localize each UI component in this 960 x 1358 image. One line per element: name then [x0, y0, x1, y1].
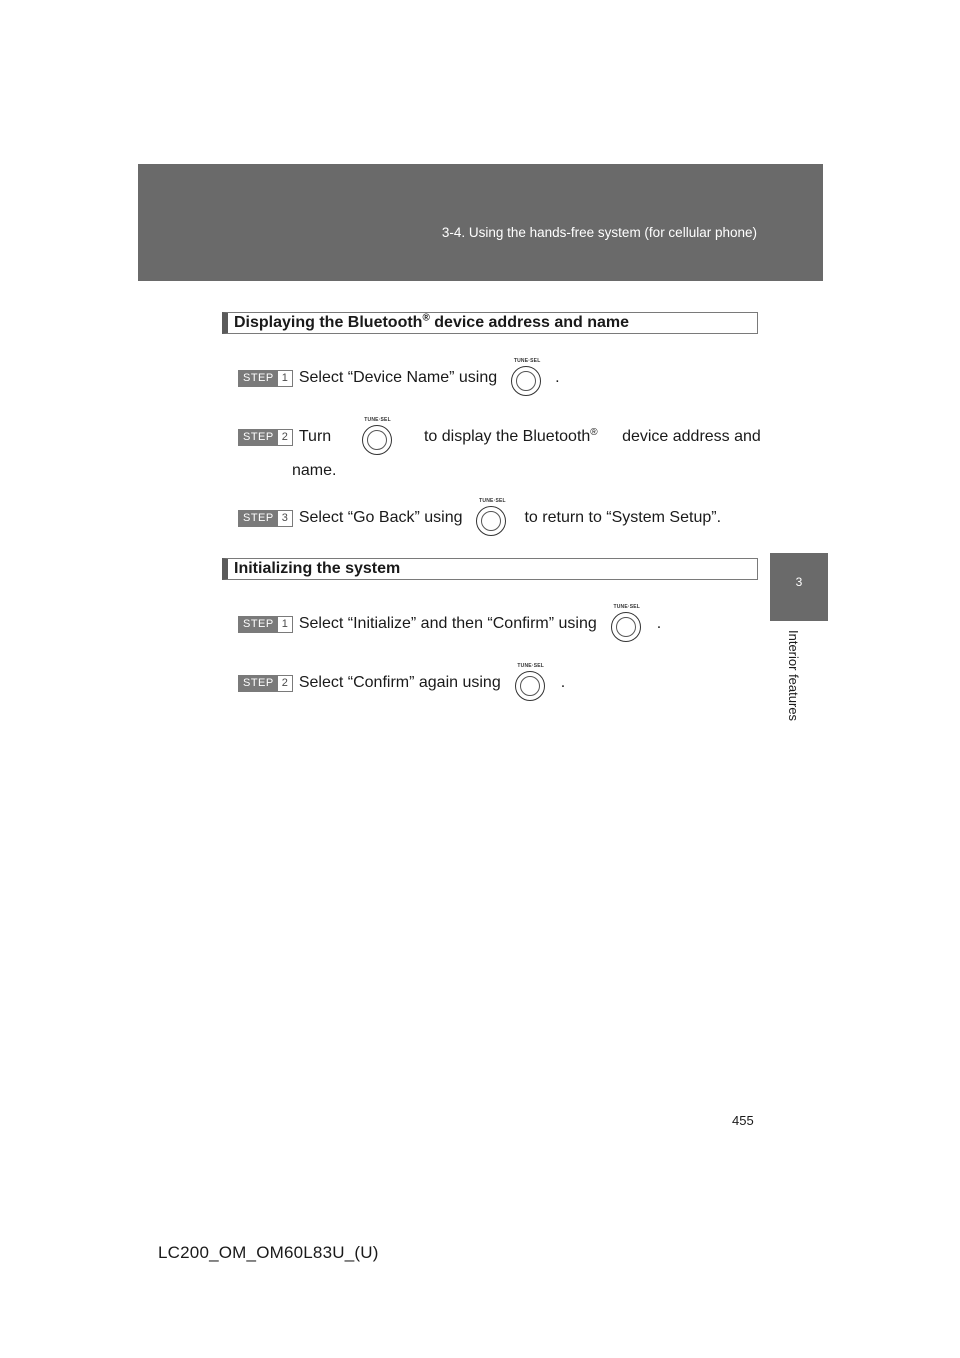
step-word: STEP [239, 511, 278, 526]
registered-mark: ® [590, 427, 598, 438]
step-badge [238, 370, 293, 387]
tune-sel-knob-icon [474, 498, 510, 538]
tune-sel-knob-icon [509, 358, 545, 398]
step-word: STEP [239, 617, 278, 632]
step-text-after: . [555, 369, 560, 386]
section-heading-initialize [222, 558, 758, 580]
step-text-after: . [656, 615, 662, 632]
step-line [299, 417, 761, 457]
step-row [238, 604, 661, 644]
heading-text: Displaying the Bluetooth [234, 314, 423, 331]
header-band [138, 164, 823, 281]
step-text: Turn [298, 428, 332, 445]
step-text: Select “Confirm” again using [298, 674, 501, 691]
step-row [238, 663, 565, 703]
knob-label: TUNE·SEL [613, 604, 641, 610]
knob-label: TUNE·SEL [364, 417, 391, 423]
step-number: 1 [278, 617, 292, 632]
page-number: 455 [732, 1113, 754, 1128]
tune-sel-knob-icon [609, 604, 645, 644]
step-badge [238, 616, 293, 633]
step-text-after: device address and [622, 428, 761, 445]
step-text-after: . [560, 674, 566, 691]
tune-sel-knob-icon [513, 663, 549, 703]
step-row [238, 358, 560, 398]
step-number: 1 [278, 371, 292, 386]
step-row [238, 498, 721, 538]
section-heading-bluetooth [222, 312, 758, 334]
footer-code: LC200_OM_OM60L83U_(U) [158, 1243, 379, 1262]
step-text: Select “Device Name” using [298, 369, 498, 386]
step-badge [238, 429, 293, 446]
heading-text: Initializing the system [234, 560, 401, 577]
step-number: 3 [278, 511, 292, 526]
step-text: Select “Go Back” using [298, 509, 463, 526]
tune-sel-knob-icon [360, 417, 396, 457]
chapter-number: 3 [795, 575, 803, 589]
step-number: 2 [278, 676, 292, 691]
step-row [238, 417, 761, 457]
heading-text-rest: device address and name [429, 314, 630, 331]
chapter-tab [770, 553, 828, 621]
step-text-mid-main: to display the Bluetooth [423, 428, 591, 445]
step-badge [238, 510, 293, 527]
step-text-after: to return to “System Setup”. [524, 509, 722, 526]
section-title: 3-4. Using the hands-free system (for cellular phone) [441, 225, 757, 240]
registered-mark: ® [422, 312, 430, 324]
knob-label: TUNE·SEL [513, 358, 541, 364]
step-word: STEP [239, 430, 278, 445]
step-number: 2 [278, 430, 292, 445]
step-text-mid [424, 428, 598, 446]
knob-label: TUNE·SEL [517, 663, 545, 669]
step-text: Select “Initialize” and then “Confirm” using [298, 615, 597, 632]
step-continuation: name. [292, 462, 337, 479]
step-word: STEP [239, 676, 278, 691]
chapter-label: Interior features [786, 630, 801, 722]
step-badge [238, 675, 293, 692]
step-word: STEP [239, 371, 278, 386]
knob-label: TUNE·SEL [479, 498, 506, 504]
